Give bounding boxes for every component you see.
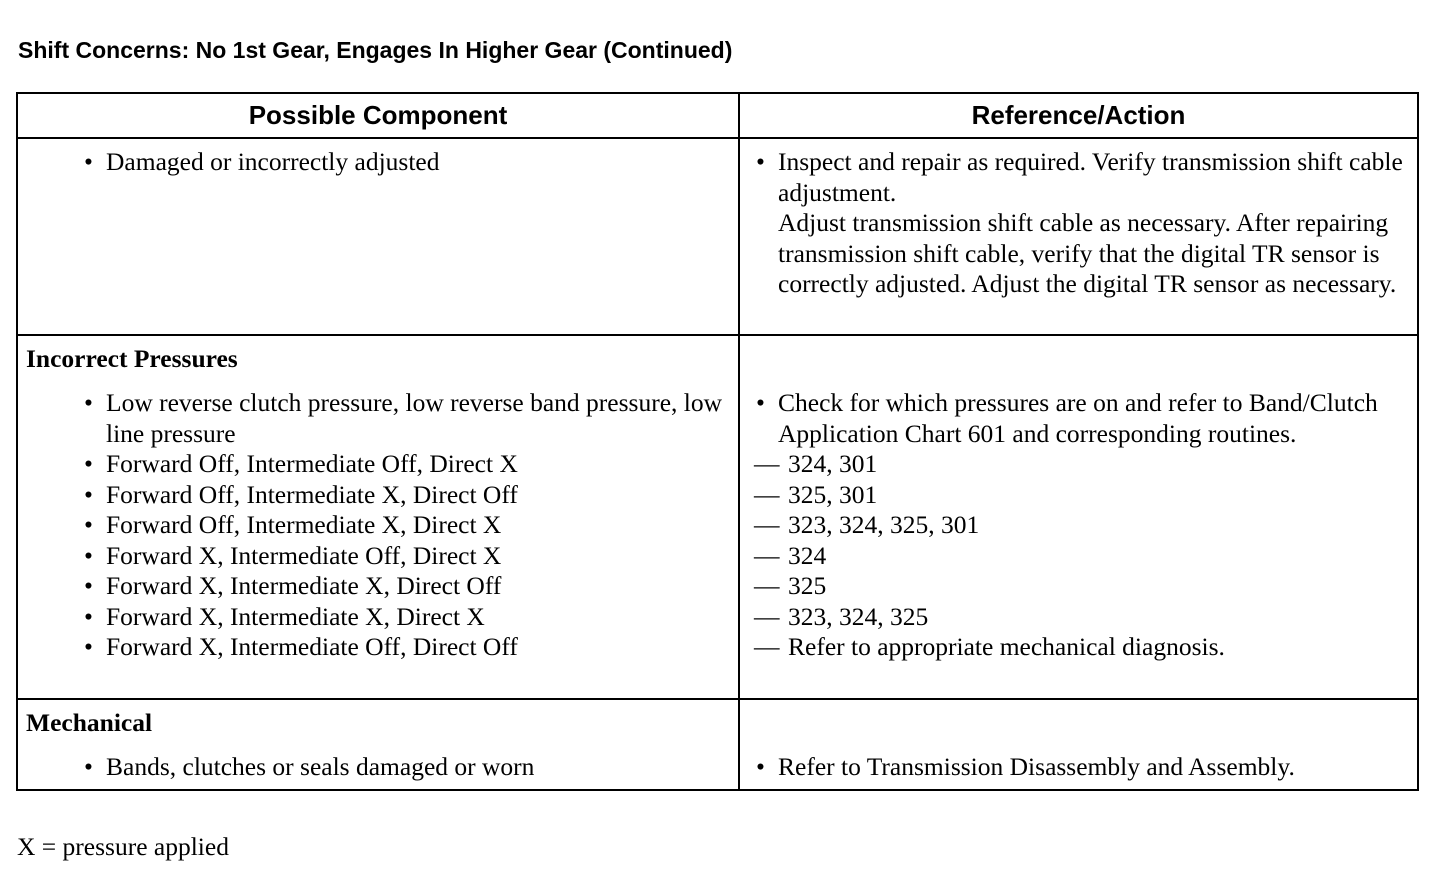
- legend-note: X = pressure applied: [17, 832, 229, 861]
- component-list: [26, 147, 730, 178]
- table-row: [17, 138, 1418, 335]
- list-item: — 323, 324, 325: [754, 602, 1409, 633]
- action-text: Adjust transmission shift cable as necessary. After repairing transmission shift cable, verify that the digital TR sensor is correctly adjusted. Adjust the digital TR sensor as necessary.: [778, 208, 1397, 298]
- header-possible-component: Possible Component: [17, 93, 739, 138]
- list-item: • Forward X, Intermediate X, Direct X: [84, 602, 730, 633]
- action-cell: [739, 335, 1418, 699]
- list-item: • Low reverse clutch pressure, low reverse band pressure, low line pressure: [84, 388, 730, 449]
- list-item: — 325: [754, 571, 1409, 602]
- action-cell: [739, 699, 1418, 790]
- list-item: • Check for which pressures are on and refer to Band/Clutch Application Chart 601 and corresponding routines.: [756, 388, 1409, 449]
- reference-list: [746, 449, 1409, 663]
- table-row: [17, 699, 1418, 790]
- list-item: • Bands, clutches or seals damaged or worn: [84, 752, 730, 783]
- list-item: • Forward Off, Intermediate X, Direct X: [84, 510, 730, 541]
- list-item: — Refer to appropriate mechanical diagnosis.: [754, 632, 1409, 663]
- component-cell: [17, 138, 739, 335]
- group-label: Mechanical: [26, 708, 153, 737]
- component-cell: [17, 699, 739, 790]
- list-item: • Refer to Transmission Disassembly and Assembly.: [756, 752, 1409, 783]
- header-reference-action: Reference/Action: [739, 93, 1418, 138]
- diagnosis-table: [16, 92, 1419, 791]
- action-text: Inspect and repair as required. Verify transmission shift cable adjustment.: [778, 147, 1403, 207]
- action-list: [746, 388, 1409, 449]
- component-cell: [17, 335, 739, 699]
- list-item: — 323, 324, 325, 301: [754, 510, 1409, 541]
- list-item: • Forward Off, Intermediate Off, Direct X: [84, 449, 730, 480]
- list-item: — 324: [754, 541, 1409, 572]
- component-list: [26, 752, 730, 783]
- list-item: • Forward X, Intermediate X, Direct Off: [84, 571, 730, 602]
- page-title: Shift Concerns: No 1st Gear, Engages In Higher Gear (Continued): [18, 37, 733, 63]
- table-row: [17, 335, 1418, 699]
- action-list: [746, 147, 1409, 300]
- group-label: Incorrect Pressures: [26, 344, 238, 373]
- list-item: — 324, 301: [754, 449, 1409, 480]
- list-item: • Damaged or incorrectly adjusted: [84, 147, 730, 178]
- list-item: • Forward X, Intermediate Off, Direct Off: [84, 632, 730, 663]
- action-list: [746, 752, 1409, 783]
- action-cell: [739, 138, 1418, 335]
- list-item: [756, 147, 1409, 300]
- table-header-row: [17, 93, 1418, 138]
- component-list: [26, 388, 730, 663]
- list-item: — 325, 301: [754, 480, 1409, 511]
- list-item: • Forward Off, Intermediate X, Direct Off: [84, 480, 730, 511]
- list-item: • Forward X, Intermediate Off, Direct X: [84, 541, 730, 572]
